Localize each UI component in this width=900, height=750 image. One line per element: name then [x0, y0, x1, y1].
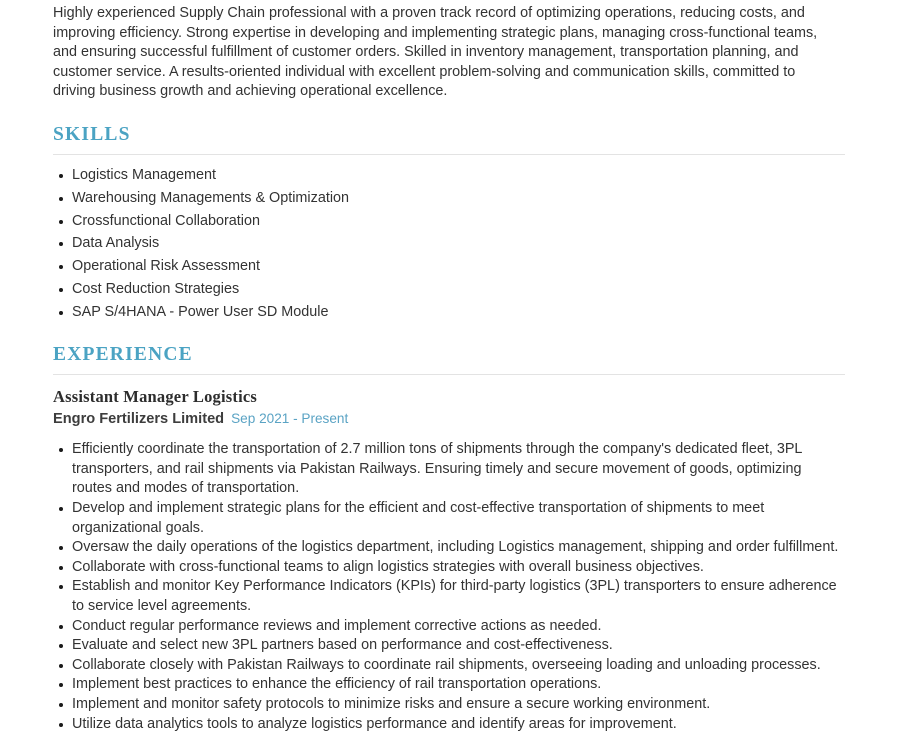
- list-item: Collaborate closely with Pakistan Railways to coordinate rail shipments, overseeing loading and unloading processes.: [53, 656, 843, 676]
- list-item: Implement best practices to enhance the efficiency of rail transportation operations.: [53, 675, 843, 695]
- list-item: Collaborate with cross-functional teams to align logistics strategies with overall business objectives.: [53, 558, 843, 578]
- list-item: Cost Reduction Strategies: [53, 280, 845, 300]
- list-item: Oversaw the daily operations of the logistics department, including Logistics management, shipping and order fulfillment.: [53, 538, 843, 558]
- job-company: Engro Fertilizers Limited: [53, 411, 225, 428]
- list-item: Evaluate and select new 3PL partners based on performance and cost-effectiveness.: [53, 636, 843, 656]
- job-title: Assistant Manager Logistics: [53, 387, 258, 407]
- list-item: SAP S/4HANA - Power User SD Module: [53, 303, 845, 323]
- experience-section-divider: [53, 374, 845, 375]
- skills-section-divider: [53, 154, 845, 155]
- list-item: Develop and implement strategic plans for the efficient and cost-effective transportation of shipments to meet organizational goals.: [53, 499, 843, 538]
- list-item: Utilize data analytics tools to analyze logistics performance and identify areas for improvement.: [53, 715, 843, 735]
- list-item: Crossfunctional Collaboration: [53, 212, 845, 232]
- professional-summary: Highly experienced Supply Chain professional with a proven track record of optimizing operations, reducing costs, and improving efficiency. Strong expertise in developing and implementing strategic plans, managing cross-functional teams, and ensuring successful fulfillment of customer orders. Skilled in inventory management, transportation planning, and customer service. A results-oriented individual with excellent problem-solving and communication skills, committed to driving business growth and achieving operational excellence.: [53, 5, 818, 100]
- skills-section-heading: SKILLS: [53, 123, 131, 145]
- list-item: Efficiently coordinate the transportation of 2.7 million tons of shipments through the company's dedicated fleet, 3PL transporters, and rail shipments via Pakistan Railways. Ensuring timely and secure movement of goods, optimizing routes and modes of transportation.: [53, 440, 843, 499]
- list-item: Implement and monitor safety protocols to minimize risks and ensure a secure working environment.: [53, 695, 843, 715]
- job-dates: Sep 2021 - Present: [231, 411, 349, 427]
- list-item: Data Analysis: [53, 234, 845, 254]
- skills-section: [53, 124, 845, 322]
- experience-section-heading: EXPERIENCE: [53, 344, 193, 366]
- list-item: Conduct regular performance reviews and implement corrective actions as needed.: [53, 617, 843, 637]
- list-item: Warehousing Managements & Optimization: [53, 189, 845, 209]
- job-meta: [53, 409, 845, 429]
- list-item: Establish and monitor Key Performance Indicators (KPIs) for third-party logistics (3PL) transporters to ensure adherence to service level agreements.: [53, 577, 843, 616]
- list-item: Operational Risk Assessment: [53, 257, 845, 277]
- experience-entry: [53, 387, 845, 734]
- list-item: Logistics Management: [53, 166, 845, 186]
- experience-section: [53, 344, 845, 734]
- skills-list: [53, 166, 845, 322]
- job-responsibilities-list: [53, 440, 845, 734]
